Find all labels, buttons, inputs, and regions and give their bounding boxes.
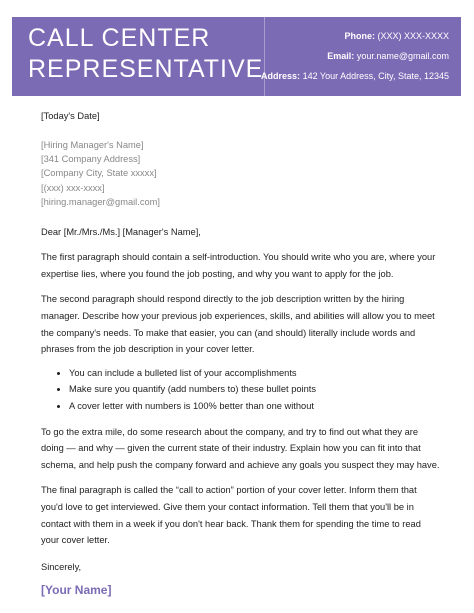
phone-line: [261, 26, 449, 46]
address-value: 142 Your Address, City, State, 12345: [302, 71, 449, 81]
page-title: [28, 23, 263, 85]
phone-label: Phone:: [344, 31, 375, 41]
letter-body: [41, 108, 441, 599]
salutation: Dear [Mr./Mrs./Ms.] [Manager's Name],: [41, 226, 201, 237]
list-item: • You can include a bulleted list of your accomplishments: [69, 365, 441, 382]
contact-info: [261, 26, 449, 86]
header-banner: [12, 17, 461, 96]
title-line-1: CALL CENTER: [28, 24, 211, 52]
signature: [Your Name]: [41, 583, 112, 598]
email-value: your.name@gmail.com: [356, 51, 449, 61]
closing: Sincerely,: [41, 561, 82, 572]
address-label: Address:: [261, 71, 301, 81]
letter-date: [Today's Date]: [41, 111, 100, 121]
paragraph-2: The second paragraph should respond directly to the job description written by the hiring manager. Describe how your previous job experiences, skills, and abilities will allow you to meet the company's needs. To make that easier, you can (and should) literally include words and phrases from the job description in your cover letter.: [41, 294, 435, 355]
email-line: [261, 46, 449, 66]
recipient-phone: [(xxx) xxx-xxxx]: [41, 182, 105, 193]
email-label: Email:: [327, 51, 355, 61]
list-item: • Make sure you quantify (add numbers to) these bullet points: [69, 381, 441, 398]
recipient-block: [41, 138, 441, 210]
paragraph-1: The first paragraph should contain a self-introduction. You should write who you are, where your expertise lies, where you found the job posting, and why you want to apply for the job.: [41, 252, 436, 279]
title-line-2: REPRESENTATIVE: [28, 55, 264, 83]
recipient-city: [Company City, State xxxxx]: [41, 168, 157, 179]
paragraph-3: To go the extra mile, do some research about the company, and try to find out what they are doing — and why — given the current state of their industry. Explain how you can fit into that schema, and help push the company forward and achieve any goals you suspect they may have.: [41, 426, 440, 470]
recipient-name: [Hiring Manager's Name]: [41, 139, 144, 150]
list-item: • A cover letter with numbers is 100% better than one without: [69, 398, 441, 415]
phone-value: (XXX) XXX-XXXX: [377, 31, 449, 41]
recipient-email: [hiring.manager@gmail.com]: [41, 197, 160, 208]
accomplishment-list: [41, 365, 441, 415]
paragraph-4: The final paragraph is called the “call to action” portion of your cover letter. Inform them that you'd love to get interviewed. Give them your contact information. Tell them that you'll be in contact with them in a week if you don't hear back. Thank them for spending the time to read your cover letter.: [41, 485, 421, 546]
address-line: [261, 66, 449, 86]
recipient-address: [341 Company Address]: [41, 154, 141, 164]
